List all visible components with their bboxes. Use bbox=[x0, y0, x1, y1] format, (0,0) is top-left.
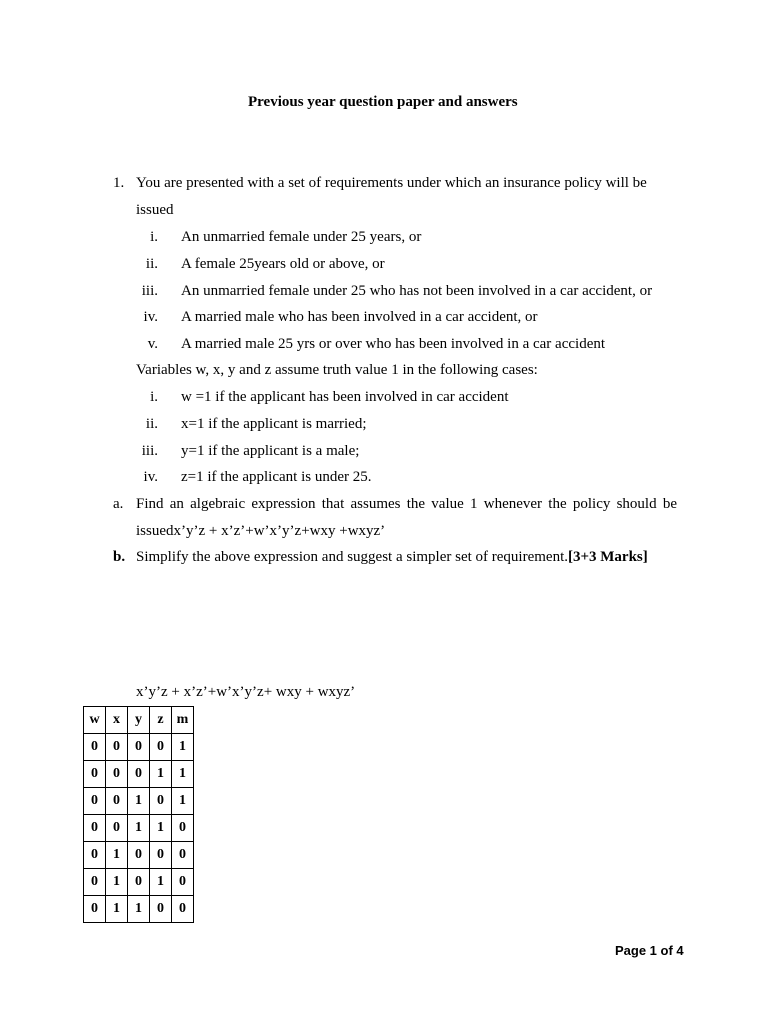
condition-number: iv. bbox=[143, 309, 158, 326]
truth-table-row bbox=[84, 761, 194, 788]
truth-table-header: x bbox=[106, 707, 128, 734]
variable-number: iii. bbox=[141, 442, 158, 459]
condition-text: An unmarried female under 25 who has not been involved in a car accident, or bbox=[181, 282, 653, 299]
truth-table-cell: 0 bbox=[172, 815, 194, 842]
variable-text: x=1 if the applicant is married; bbox=[181, 415, 367, 432]
part-a-line-1: Find an algebraic expression that assumes the value 1 whenever the policy should be bbox=[136, 496, 677, 512]
truth-table-cell: 1 bbox=[106, 869, 128, 896]
condition-number: v. bbox=[147, 336, 158, 353]
part-b-text: Simplify the above expression and suggest a simpler set of requirement. bbox=[136, 549, 568, 565]
truth-table-cell: 0 bbox=[150, 896, 172, 923]
condition-text: A married male who has been involved in a car accident, or bbox=[181, 309, 538, 326]
truth-table-cell: 1 bbox=[172, 734, 194, 761]
truth-table-cell: 0 bbox=[150, 842, 172, 869]
truth-table-cell: 0 bbox=[172, 896, 194, 923]
truth-table-cell: 0 bbox=[128, 869, 150, 896]
condition-number: i. bbox=[150, 229, 158, 245]
truth-table-cell: 1 bbox=[172, 761, 194, 788]
condition-number: iii. bbox=[141, 282, 158, 299]
condition-number: ii. bbox=[145, 255, 158, 272]
truth-table-row bbox=[84, 788, 194, 815]
truth-table-cell: 0 bbox=[106, 788, 128, 815]
page-number: Page 1 of 4 bbox=[615, 943, 684, 958]
variable-text: z=1 if the applicant is under 25. bbox=[181, 469, 372, 486]
truth-table-row bbox=[84, 869, 194, 896]
truth-table-cell: 0 bbox=[84, 896, 106, 923]
truth-table-cell: 0 bbox=[106, 761, 128, 788]
truth-table-cell: 1 bbox=[172, 788, 194, 815]
truth-table-cell: 0 bbox=[106, 815, 128, 842]
truth-table-cell: 0 bbox=[84, 842, 106, 869]
truth-table-cell: 0 bbox=[106, 734, 128, 761]
truth-table-cell: 0 bbox=[172, 842, 194, 869]
question-number: 1. bbox=[113, 175, 125, 191]
truth-table-header: m bbox=[172, 707, 194, 734]
part-a-line-2: issuedx’y’z + x’z’+w’x’y’z+wxy +wxyz’ bbox=[136, 523, 386, 539]
truth-table-header: z bbox=[150, 707, 172, 734]
truth-table bbox=[83, 706, 194, 923]
truth-table-row bbox=[84, 842, 194, 869]
truth-table-cell: 0 bbox=[84, 869, 106, 896]
truth-table-cell: 0 bbox=[84, 815, 106, 842]
truth-table-cell: 1 bbox=[150, 869, 172, 896]
condition-text: An unmarried female under 25 years, or bbox=[181, 229, 422, 245]
variable-number: iv. bbox=[143, 469, 158, 486]
truth-table-cell: 1 bbox=[128, 896, 150, 923]
truth-table-cell: 1 bbox=[128, 788, 150, 815]
truth-table-header-row bbox=[84, 707, 194, 734]
part-b-line bbox=[136, 548, 648, 566]
variable-number: ii. bbox=[145, 415, 158, 432]
variable-text: y=1 if the applicant is a male; bbox=[181, 442, 360, 459]
truth-table-row bbox=[84, 734, 194, 761]
question-line-1: You are presented with a set of requirements under which an insurance policy will be bbox=[136, 175, 647, 191]
truth-table-cell: 1 bbox=[106, 842, 128, 869]
truth-table-row bbox=[84, 896, 194, 923]
truth-table-cell: 0 bbox=[150, 788, 172, 815]
truth-table-row bbox=[84, 815, 194, 842]
truth-table-cell: 0 bbox=[128, 734, 150, 761]
truth-table-cell: 0 bbox=[128, 761, 150, 788]
truth-table-cell: 0 bbox=[84, 734, 106, 761]
variable-number: i. bbox=[150, 389, 158, 405]
truth-table-cell: 1 bbox=[150, 815, 172, 842]
part-b-marks: [3+3 Marks] bbox=[567, 549, 648, 565]
part-b-label: b. bbox=[113, 549, 126, 565]
condition-text: A female 25years old or above, or bbox=[181, 255, 385, 272]
question-line-2: issued bbox=[136, 202, 174, 218]
truth-table-cell: 0 bbox=[150, 734, 172, 761]
truth-table-cell: 0 bbox=[128, 842, 150, 869]
variables-intro: Variables w, x, y and z assume truth value 1 in the following cases: bbox=[136, 362, 538, 378]
truth-table-header: y bbox=[128, 707, 150, 734]
truth-table-cell: 0 bbox=[84, 788, 106, 815]
expression: x’y’z + x’z’+w’x’y’z+ wxy + wxyz’ bbox=[136, 684, 356, 700]
truth-table-cell: 0 bbox=[84, 761, 106, 788]
page-title: Previous year question paper and answers bbox=[248, 94, 518, 110]
condition-text: A married male 25 yrs or over who has been involved in a car accident bbox=[181, 336, 606, 353]
truth-table-cell: 1 bbox=[128, 815, 150, 842]
variable-text: w =1 if the applicant has been involved in car accident bbox=[181, 389, 509, 405]
truth-table-cell: 0 bbox=[172, 869, 194, 896]
truth-table-cell: 1 bbox=[106, 896, 128, 923]
truth-table-cell: 1 bbox=[150, 761, 172, 788]
truth-table-header: w bbox=[84, 707, 106, 734]
part-a-label: a. bbox=[113, 496, 124, 512]
